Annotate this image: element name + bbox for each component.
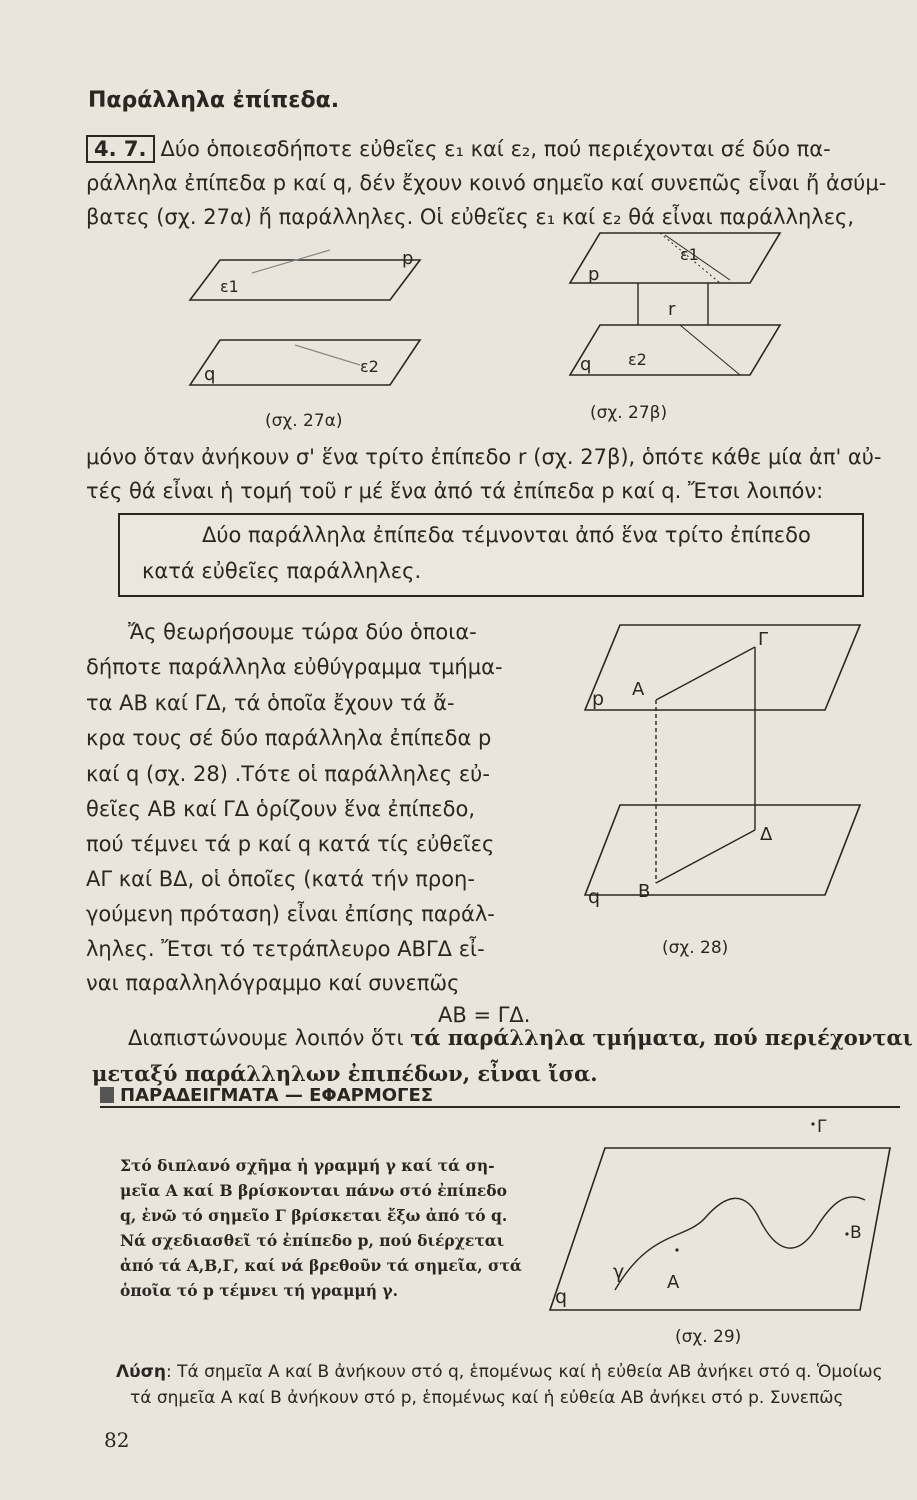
label-A: Α bbox=[667, 1272, 680, 1293]
example-line-5: ἀπό τά Α,Β,Γ, καί νά βρεθοῦν τά σημεῖα, στά bbox=[120, 1256, 522, 1275]
label-G: Γ bbox=[817, 1117, 827, 1137]
line-e2 bbox=[295, 345, 360, 365]
caption-28: (σχ. 28) bbox=[662, 938, 729, 958]
label-q: q bbox=[580, 354, 592, 375]
conclusion-bold-1: τά παράλληλα τμήματα, πού περιέχονται bbox=[410, 1025, 913, 1050]
square-icon bbox=[100, 1087, 114, 1103]
example-line-2: μεῖα Α καί Β βρίσκονται πάνω στό ἐπίπεδο bbox=[120, 1181, 507, 1200]
point-B bbox=[845, 1232, 848, 1235]
paragraph-1-line-1 bbox=[86, 132, 831, 167]
example-line-6: ὁποῖα τό p τέμνει τή γραμμή γ. bbox=[120, 1281, 399, 1300]
caption-27b: (σχ. 27β) bbox=[590, 403, 668, 423]
section-title: Παράλληλα ἐπίπεδα. bbox=[88, 88, 340, 113]
figure-27b bbox=[560, 225, 800, 425]
segment-BD bbox=[656, 830, 755, 883]
paragraph-3-line-9: γούμενη πρόταση) εἶναι ἐπίσης παράλ- bbox=[86, 902, 495, 926]
theorem-box bbox=[118, 513, 864, 597]
curve-gamma bbox=[615, 1197, 865, 1290]
figure-28 bbox=[570, 615, 870, 975]
label-e1: ε1 bbox=[680, 245, 699, 264]
solution-line-1 bbox=[116, 1362, 883, 1382]
solution-line-2: τά σημεῖα Α καί Β ἀνήκουν στό p, ἑπομένως καί ἡ εὐθεία ΑΒ ἀνήκει στό p. Συνεπῶς bbox=[130, 1388, 844, 1408]
plane-p bbox=[570, 233, 780, 283]
caption-27a: (σχ. 27α) bbox=[265, 411, 343, 430]
paragraph-3-line-5: καί q (σχ. 28) .Τότε οἱ παράλληλες εὐ- bbox=[86, 762, 490, 786]
line-e1 bbox=[252, 250, 330, 273]
label-q: q bbox=[555, 1286, 568, 1308]
label-p: p bbox=[588, 264, 600, 285]
theorem-line-1: Δύο παράλληλα ἐπίπεδα τέμνονται ἀπό ἕνα τρίτο ἐπίπεδο bbox=[202, 523, 811, 547]
plane-p bbox=[585, 625, 860, 710]
label-p: p bbox=[402, 248, 414, 269]
segment-AG bbox=[656, 647, 755, 700]
example-line-4: Νά σχεδιασθεῖ τό ἐπίπεδο p, πού διέρχεται bbox=[120, 1231, 505, 1250]
label-B: Β bbox=[850, 1223, 862, 1243]
point-G bbox=[811, 1122, 814, 1125]
figure-27a bbox=[180, 240, 440, 430]
examples-header-text: ΠΑΡΑΔΕΙΓΜΑΤΑ — ΕΦΑΡΜΟΓΕΣ bbox=[120, 1085, 434, 1106]
paragraph-3-line-3: τα ΑΒ καί ΓΔ, τά ὁποῖα ἔχουν τά ἄ- bbox=[86, 691, 455, 715]
caption-29: (σχ. 29) bbox=[675, 1327, 742, 1347]
label-r: r bbox=[668, 299, 676, 320]
examples-header bbox=[100, 1085, 433, 1106]
label-A: Α bbox=[632, 679, 645, 700]
label-p: p bbox=[592, 688, 605, 710]
label-G: Γ bbox=[758, 629, 769, 650]
label-e2: ε2 bbox=[360, 357, 379, 376]
paragraph-1-line-2: ράλληλα ἐπίπεδα p καί q, δέν ἔχουν κοινό σημεῖο καί συνεπῶς εἶναι ἤ ἀσύμ- bbox=[86, 171, 887, 195]
label-e2: ε2 bbox=[628, 350, 647, 369]
paragraph-3-line-8: ΑΓ καί ΒΔ, οἱ ὁποῖες (κατά τήν προη- bbox=[86, 867, 475, 891]
conclusion-normal: Διαπιστώνουμε λοιπόν ὅτι bbox=[128, 1026, 411, 1050]
example-line-1: Στό διπλανό σχῆμα ἡ γραμμή γ καί τά ση- bbox=[120, 1156, 495, 1175]
label-D: Δ bbox=[760, 824, 773, 845]
conclusion-line-2: μεταξύ παράλληλων ἐπιπέδων, εἶναι ἴσα. bbox=[92, 1061, 598, 1086]
page-number: 82 bbox=[104, 1428, 130, 1452]
solution-label: Λύση bbox=[116, 1362, 166, 1382]
label-B: Β bbox=[638, 881, 651, 902]
line-e2 bbox=[680, 325, 740, 375]
label-e1: ε1 bbox=[220, 277, 239, 296]
paragraph-3-line-2: δήποτε παράλληλα εὐθύγραμμα τμήμα- bbox=[86, 655, 503, 679]
plane-q bbox=[570, 325, 780, 375]
paragraph-3-line-10: ληλες. Ἔτσι τό τετράπλευρο ΑΒΓΔ εἶ- bbox=[86, 937, 485, 961]
paragraph-3-line-1: Ἄς θεωρήσουμε τώρα δύο ὁποια- bbox=[128, 620, 477, 644]
examples-rule bbox=[100, 1106, 900, 1108]
paragraph-3-line-11: ναι παραλληλόγραμμο καί συνεπῶς bbox=[86, 971, 460, 995]
solution-text-1: : Τά σημεῖα Α καί Β ἀνήκουν στό q, ἑπομένως καί ἡ εὐθεία ΑΒ ἀνήκει στό q. Ὁμοίως bbox=[165, 1362, 883, 1382]
plane-q bbox=[585, 805, 860, 895]
label-gamma: γ bbox=[613, 1261, 625, 1283]
paragraph-1-line-3: βατες (σχ. 27α) ἤ παράλληλες. Οἱ εὐθεῖες ε₁ καί ε₂ θά εἶναι παράλληλες, bbox=[86, 205, 855, 229]
equation: ΑΒ = ΓΔ. bbox=[438, 1003, 531, 1027]
paragraph-2-line-2: τές θά εἶναι ἡ τομή τοῦ r μέ ἕνα ἀπό τά ἐπίπεδα p καί q. Ἔτσι λοιπόν: bbox=[86, 479, 824, 503]
paragraph-3-line-6: θεῖες ΑΒ καί ΓΔ ὁρίζουν ἕνα ἐπίπεδο, bbox=[86, 797, 476, 821]
example-line-3: q, ἐνῶ τό σημεῖο Γ βρίσκεται ἔξω ἀπό τό q. bbox=[120, 1206, 508, 1225]
paragraph-2-line-1: μόνο ὅταν ἀνήκουν σ' ἕνα τρίτο ἐπίπεδο r (σχ. 27β), ὁπότε κάθε μία ἀπ' αὐ- bbox=[86, 445, 882, 469]
paragraph-1-text-1: Δύο ὁποιεσδήποτε εὐθεῖες ε₁ καί ε₂, πού περιέχονται σέ δύο πα- bbox=[160, 137, 831, 161]
paragraph-3-line-7: πού τέμνει τά p καί q κατά τίς εὐθεῖες bbox=[86, 832, 495, 856]
point-A bbox=[675, 1248, 678, 1251]
paragraph-3-line-4: κρα τους σέ δύο παράλληλα ἐπίπεδα p bbox=[86, 726, 492, 750]
plane-q bbox=[550, 1148, 890, 1310]
figure-29 bbox=[545, 1110, 900, 1350]
label-q: q bbox=[204, 364, 216, 385]
plane-q bbox=[190, 340, 420, 385]
section-number: 4. 7. bbox=[86, 135, 155, 163]
theorem-line-2: κατά εὐθεῖες παράλληλες. bbox=[142, 559, 422, 583]
label-q: q bbox=[588, 886, 601, 908]
